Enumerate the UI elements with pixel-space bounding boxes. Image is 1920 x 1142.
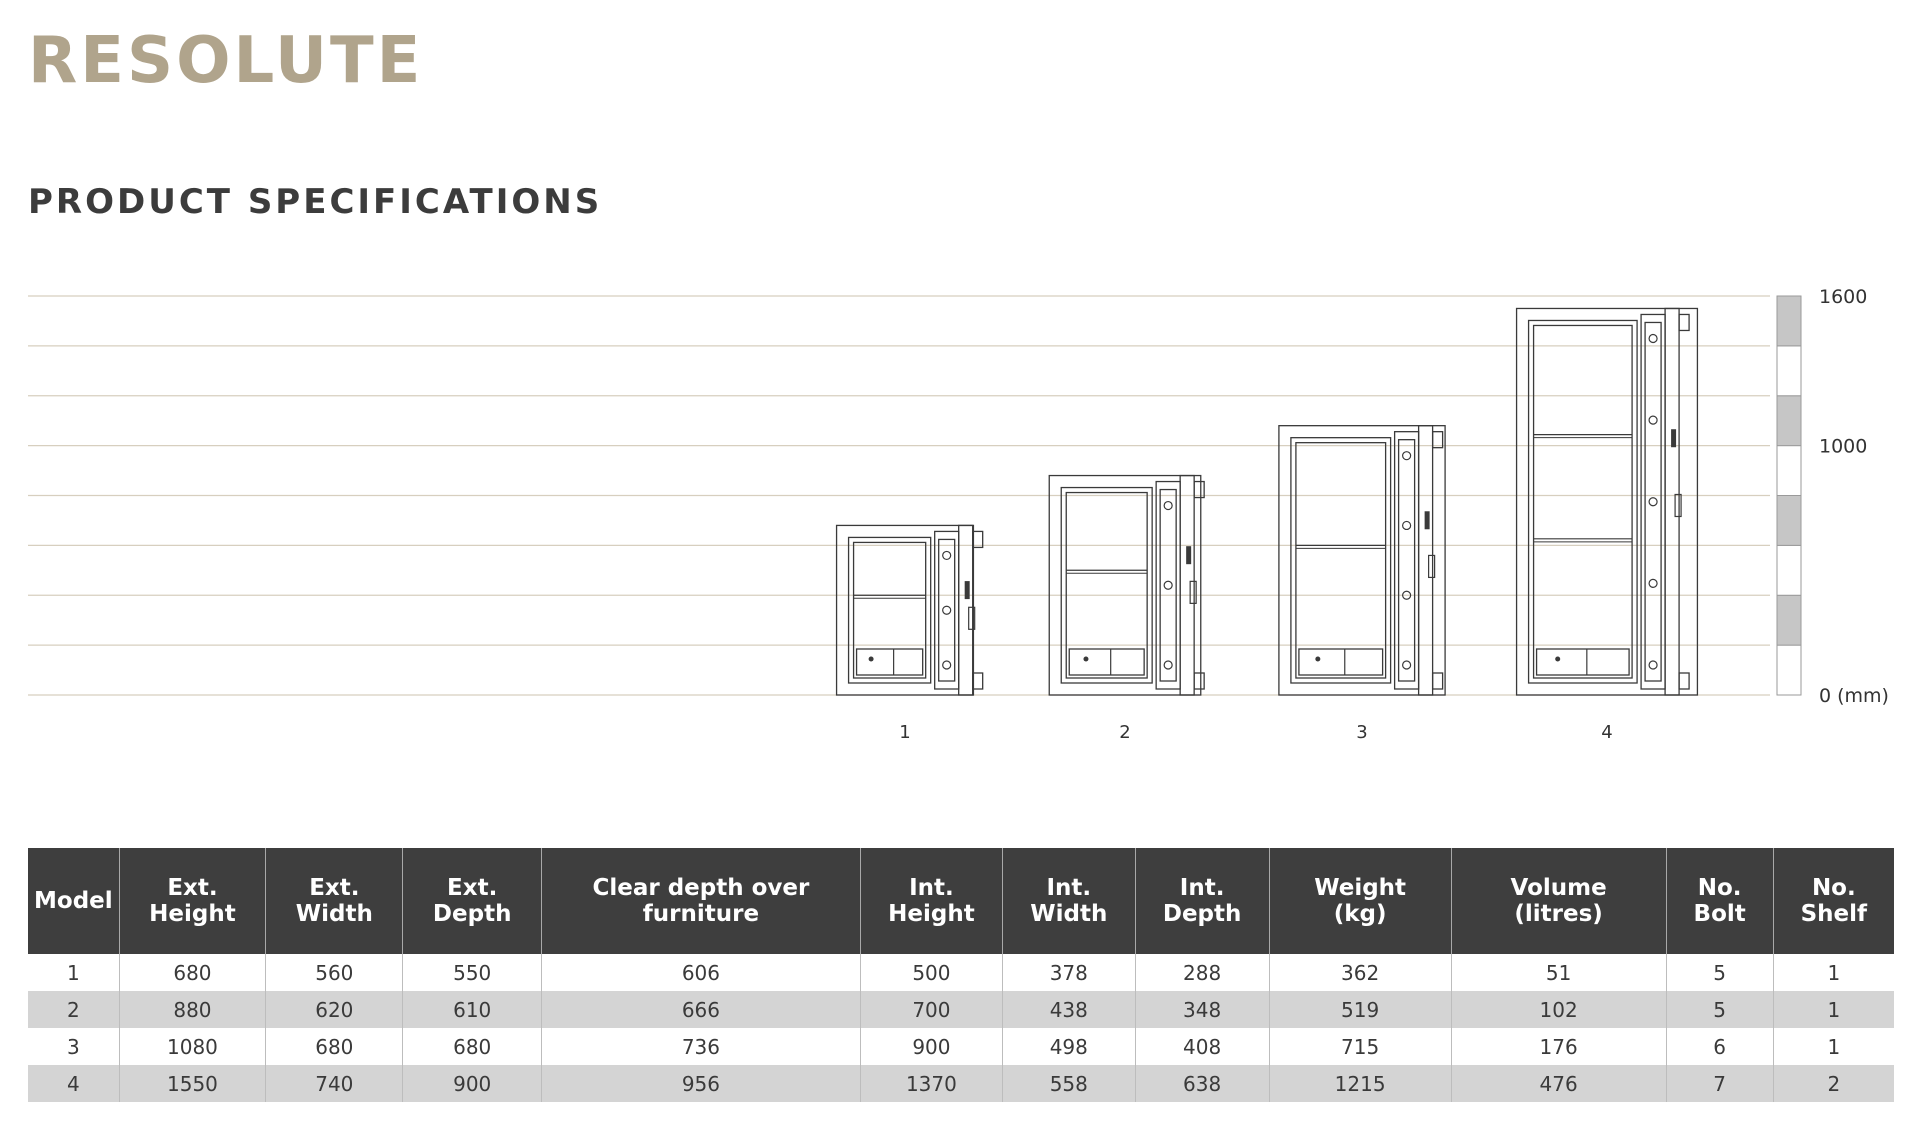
safe-drawer (1069, 649, 1144, 675)
safe-interior-inner (1534, 325, 1633, 678)
table-cell: 666 (541, 991, 860, 1028)
safe-drawer (1299, 649, 1383, 675)
drawer-lock (1083, 657, 1088, 662)
safe-interior (849, 537, 931, 683)
table-cell: 438 (1002, 991, 1135, 1028)
table-cell: 1 (1773, 1028, 1894, 1065)
table-cell: 5 (1666, 954, 1773, 991)
table-cell: 558 (1002, 1065, 1135, 1102)
door-edge (1665, 308, 1679, 695)
bolt (1164, 661, 1172, 669)
safe-2 (1049, 476, 1204, 695)
scale-segment (1777, 396, 1801, 446)
door-edge (1180, 476, 1194, 695)
table-cell: 715 (1269, 1028, 1451, 1065)
table-cell: 680 (266, 1028, 403, 1065)
hinge-top (1679, 314, 1689, 330)
table-cell: 2 (28, 991, 119, 1028)
bolt (1164, 581, 1172, 589)
safe-door-inner (939, 539, 955, 681)
column-header: Int. Width (1002, 848, 1135, 954)
column-header: Volume (litres) (1451, 848, 1666, 954)
table-cell: 560 (266, 954, 403, 991)
table-cell: 348 (1135, 991, 1269, 1028)
table-cell: 550 (403, 954, 542, 991)
bolt (943, 661, 951, 669)
table-cell: 519 (1269, 991, 1451, 1028)
table-row (28, 1028, 1894, 1065)
safe-interior (1291, 438, 1391, 683)
bolt (1649, 661, 1657, 669)
safe-door-inner (1645, 322, 1661, 681)
bolt (1649, 498, 1657, 506)
bolt (1649, 579, 1657, 587)
safe-4 (1517, 308, 1698, 695)
bolt (1164, 502, 1172, 510)
door-edge (959, 525, 973, 695)
table-cell: 3 (28, 1028, 119, 1065)
table-cell: 476 (1451, 1065, 1666, 1102)
safe-interior-inner (1066, 493, 1147, 678)
table-row (28, 991, 1894, 1028)
table-cell: 498 (1002, 1028, 1135, 1065)
table-cell: 378 (1002, 954, 1135, 991)
table-cell: 500 (860, 954, 1002, 991)
table-cell: 1550 (119, 1065, 266, 1102)
table-cell: 176 (1451, 1028, 1666, 1065)
table-cell: 610 (403, 991, 542, 1028)
scale-segment (1777, 595, 1801, 645)
scale-segment (1777, 296, 1801, 346)
table-cell: 606 (541, 954, 860, 991)
table-cell: 102 (1451, 991, 1666, 1028)
y-tick-label: 0 (mm) (1819, 685, 1889, 707)
table-cell: 4 (28, 1065, 119, 1102)
table-row (28, 1065, 1894, 1102)
drawer-lock (1555, 657, 1560, 662)
table-cell: 288 (1135, 954, 1269, 991)
scale-segment (1777, 645, 1801, 695)
door-lock (1425, 511, 1430, 529)
safe-drawer (857, 649, 923, 675)
safe-door-inner (1160, 490, 1176, 681)
y-tick-label: 1000 (1819, 435, 1868, 458)
table-cell: 51 (1451, 954, 1666, 991)
bolt (1649, 334, 1657, 342)
bolt (943, 606, 951, 614)
table-cell: 1080 (119, 1028, 266, 1065)
column-header: No. Bolt (1666, 848, 1773, 954)
bolt (1403, 661, 1411, 669)
table-body (28, 954, 1894, 1102)
table-cell: 1215 (1269, 1065, 1451, 1102)
spec-table (28, 848, 1894, 1102)
table-cell: 880 (119, 991, 266, 1028)
safe-interior (1061, 488, 1152, 683)
door-handle (1429, 555, 1435, 577)
door-lock (1186, 546, 1191, 564)
drawer-lock (1315, 657, 1320, 662)
safe-body (1279, 426, 1445, 695)
door-edge (1419, 426, 1433, 695)
height-scale-bar (1777, 296, 1801, 695)
table-cell: 2 (1773, 1065, 1894, 1102)
door-handle (1675, 494, 1681, 516)
table-cell: 900 (403, 1065, 542, 1102)
door-handle (1190, 581, 1196, 603)
table-cell: 620 (266, 991, 403, 1028)
safe-interior (1529, 320, 1638, 683)
y-tick-label: 1600 (1819, 286, 1868, 308)
table-cell: 362 (1269, 954, 1451, 991)
table-cell: 1 (1773, 991, 1894, 1028)
table-cell: 638 (1135, 1065, 1269, 1102)
safe-interior-inner (854, 542, 926, 678)
brand-title: RESOLUTE (28, 24, 424, 98)
safe-body (1049, 476, 1201, 695)
size-comparison-chart (0, 270, 1920, 760)
scale-segment (1777, 545, 1801, 595)
table-header-row (28, 848, 1894, 954)
scale-segment (1777, 446, 1801, 496)
gridlines (28, 296, 1770, 695)
column-header: Model (28, 848, 119, 954)
table-cell: 900 (860, 1028, 1002, 1065)
door-lock (965, 581, 970, 599)
table-cell: 1370 (860, 1065, 1002, 1102)
hinge-bottom (1194, 673, 1204, 689)
hinge-bottom (1433, 673, 1443, 689)
bolt (1403, 452, 1411, 460)
table-cell: 700 (860, 991, 1002, 1028)
table-cell: 6 (1666, 1028, 1773, 1065)
door-lock (1671, 429, 1676, 447)
hinge-bottom (1679, 673, 1689, 689)
column-header: Int. Height (860, 848, 1002, 954)
column-header: No. Shelf (1773, 848, 1894, 954)
bolt (943, 551, 951, 559)
bolt (1403, 521, 1411, 529)
hinge-bottom (973, 673, 983, 689)
drawer-lock (869, 657, 874, 662)
x-tick-label: 3 (1356, 722, 1368, 743)
column-header: Ext. Height (119, 848, 266, 954)
x-tick-label: 4 (1601, 722, 1613, 743)
scale-segment (1777, 496, 1801, 546)
safe-interior-inner (1296, 443, 1386, 678)
table-cell: 680 (119, 954, 266, 991)
safe-3 (1279, 426, 1445, 695)
safe-1 (837, 525, 983, 695)
x-tick-label: 1 (899, 722, 911, 743)
table-cell: 1 (28, 954, 119, 991)
column-header: Clear depth over furniture (541, 848, 860, 954)
table-cell: 680 (403, 1028, 542, 1065)
table-cell: 956 (541, 1065, 860, 1102)
table-cell: 408 (1135, 1028, 1269, 1065)
safe-body (1517, 308, 1698, 695)
column-header: Weight (kg) (1269, 848, 1451, 954)
section-title: PRODUCT SPECIFICATIONS (28, 182, 603, 222)
table-cell: 7 (1666, 1065, 1773, 1102)
column-header: Ext. Depth (403, 848, 542, 954)
table-cell: 740 (266, 1065, 403, 1102)
table-cell: 736 (541, 1028, 860, 1065)
table-row (28, 954, 1894, 991)
bolt (1649, 416, 1657, 424)
safe-drawer (1537, 649, 1630, 675)
table-cell: 5 (1666, 991, 1773, 1028)
column-header: Ext. Width (266, 848, 403, 954)
x-tick-label: 2 (1119, 722, 1131, 743)
scale-segment (1777, 346, 1801, 396)
table-cell: 1 (1773, 954, 1894, 991)
column-header: Int. Depth (1135, 848, 1269, 954)
